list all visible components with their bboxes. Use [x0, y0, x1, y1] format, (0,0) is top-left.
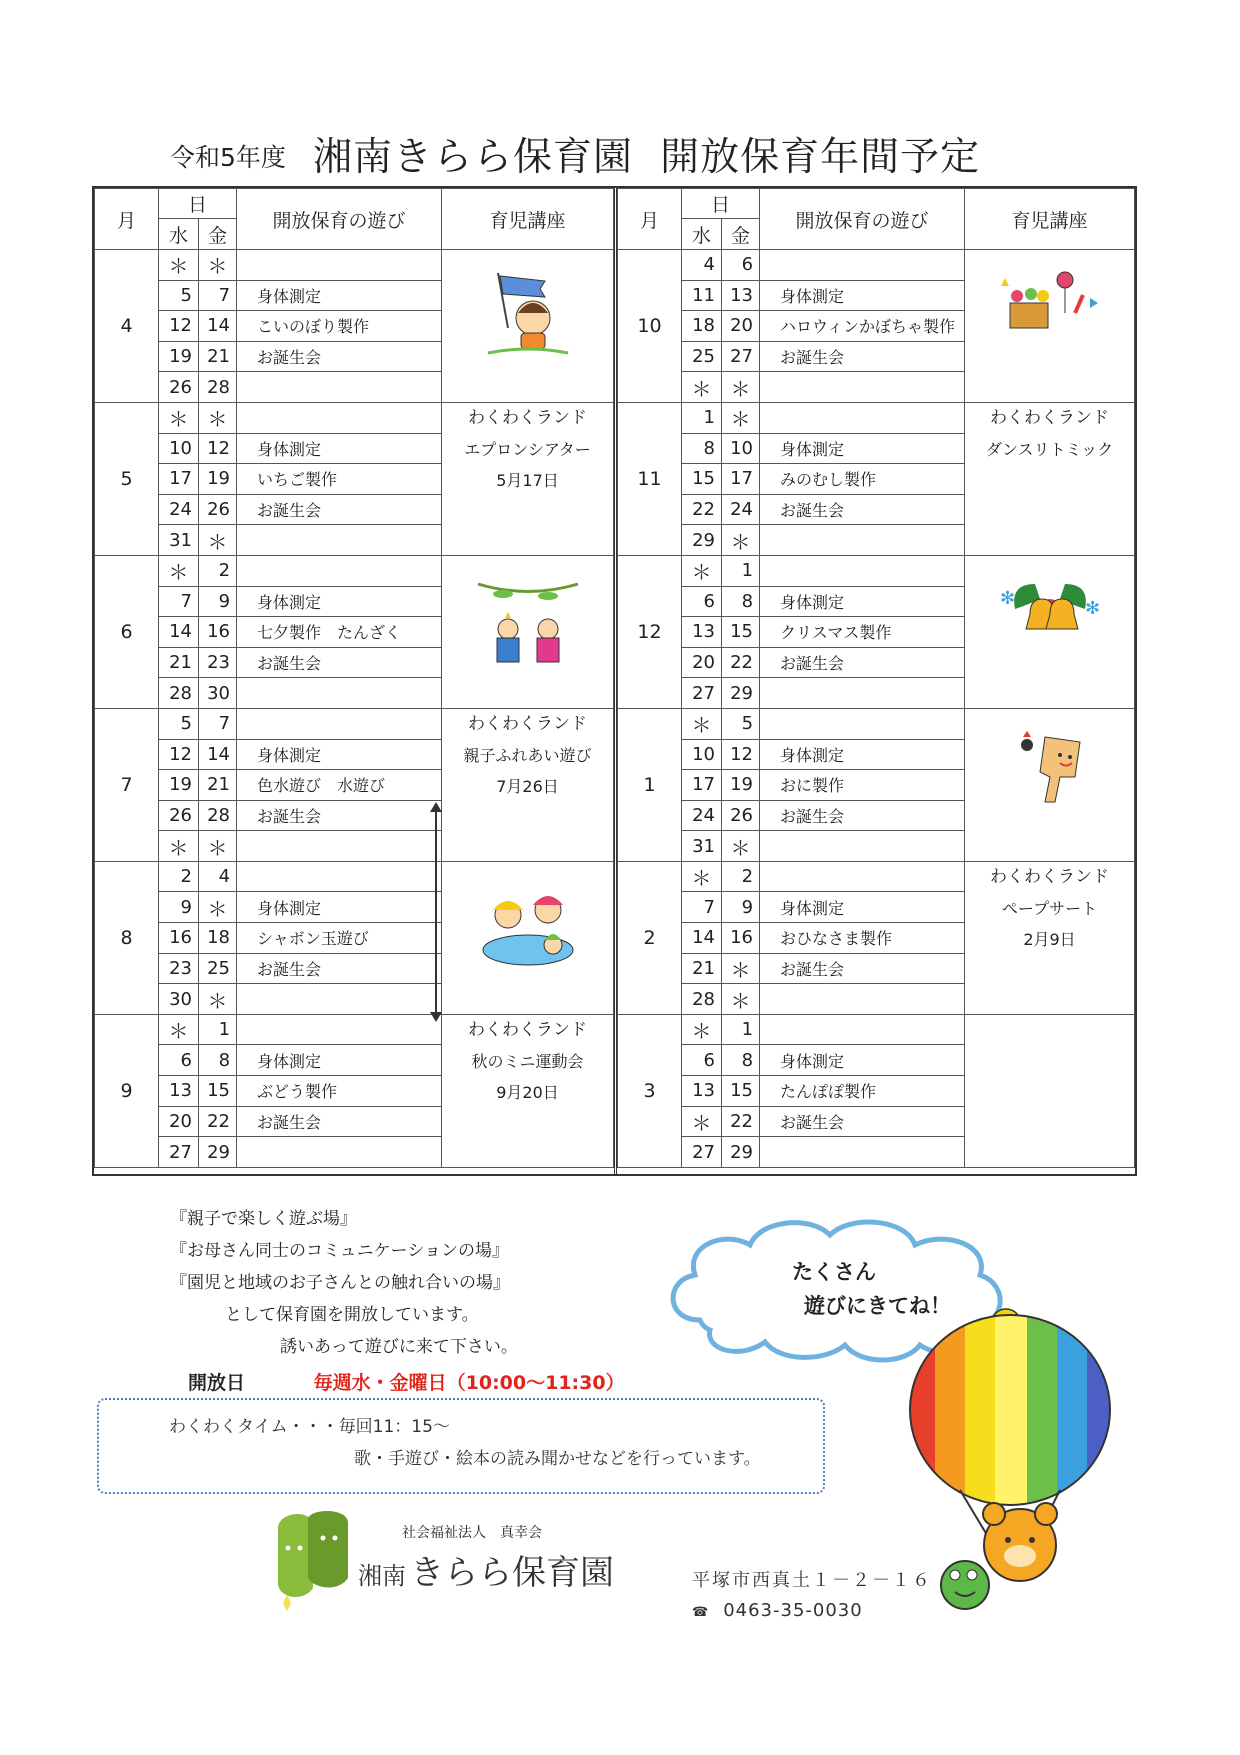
- fri-date: 1: [722, 1014, 760, 1045]
- waku-time-line: わくわくタイム・・・毎回11：15～: [169, 1417, 450, 1437]
- wed-date: 21: [159, 647, 199, 678]
- activity-cell: [760, 678, 965, 709]
- fri-date: 30: [199, 678, 237, 709]
- activity-cell: 身体測定: [760, 1045, 965, 1076]
- lecture-header: 育児講座: [965, 189, 1135, 250]
- lecture-cell: [442, 555, 614, 708]
- wed-header: 水: [159, 219, 199, 250]
- wed-date: 18: [682, 311, 722, 342]
- wed-date: ＊: [159, 831, 199, 862]
- week-row: [95, 708, 614, 739]
- activity-cell: [237, 708, 442, 739]
- month-cell: 4: [95, 250, 159, 403]
- activity-cell: [237, 1014, 442, 1045]
- activity-cell: [760, 984, 965, 1015]
- title-subject: 開放保育年間予定: [660, 135, 981, 180]
- week-row: [95, 861, 614, 892]
- activity-cell: [760, 861, 965, 892]
- wed-date: 13: [159, 1076, 199, 1107]
- fri-date: ＊: [722, 525, 760, 556]
- lecture-line: エプロンシアター: [464, 439, 591, 459]
- phone-number: 0463-35-0030: [723, 1600, 863, 1621]
- lecture-cell: [965, 708, 1135, 861]
- activity-cell: お誕生会: [237, 647, 442, 678]
- fri-date: 7: [199, 280, 237, 311]
- activity-cell: お誕生会: [237, 1106, 442, 1137]
- fri-date: 2: [199, 555, 237, 586]
- month-header: 月: [95, 189, 159, 250]
- lecture-line: 5月17日: [496, 470, 559, 490]
- fri-date: 19: [722, 770, 760, 801]
- activity-cell: 身体測定: [237, 280, 442, 311]
- cloud-line: たくさん: [792, 1260, 876, 1284]
- wed-date: 4: [682, 250, 722, 281]
- wed-date: 28: [159, 678, 199, 709]
- fri-date: 29: [722, 678, 760, 709]
- fri-date: 29: [722, 1137, 760, 1168]
- lecture-line: 7月26日: [496, 776, 559, 796]
- koinobori-boy-illustration: [478, 250, 578, 368]
- activity-cell: 身体測定: [760, 433, 965, 464]
- activity-cell: こいのぼり製作: [237, 311, 442, 342]
- activity-cell: 身体測定: [237, 586, 442, 617]
- lecture-line: 秋のミニ運動会: [471, 1051, 584, 1071]
- fri-date: 9: [722, 892, 760, 923]
- fri-date: 23: [199, 647, 237, 678]
- lecture-cell: [442, 250, 614, 403]
- activity-cell: いちご製作: [237, 464, 442, 495]
- fri-date: ＊: [199, 984, 237, 1015]
- wed-date: 27: [682, 678, 722, 709]
- fri-header: 金: [199, 219, 237, 250]
- wed-date: 8: [682, 433, 722, 464]
- wed-date: 19: [159, 770, 199, 801]
- week-row: [95, 1014, 614, 1045]
- activity-cell: 身体測定: [760, 280, 965, 311]
- address: 平塚市西真土１－２－１６: [692, 1570, 932, 1591]
- fri-date: 22: [722, 1106, 760, 1137]
- month-cell: 1: [618, 708, 682, 861]
- schedule-table: [92, 186, 1137, 1176]
- activity-cell: お誕生会: [760, 1106, 965, 1137]
- activity-cell: クリスマス製作: [760, 617, 965, 648]
- activity-cell: [760, 250, 965, 281]
- week-row: [618, 861, 1135, 892]
- christmas-bells-illustration: [995, 556, 1105, 664]
- fri-date: 21: [199, 770, 237, 801]
- fri-date: 24: [722, 494, 760, 525]
- wed-date: 12: [159, 311, 199, 342]
- wed-date: 5: [159, 280, 199, 311]
- activity-cell: [760, 1137, 965, 1168]
- fri-date: 28: [199, 372, 237, 403]
- wed-date: 28: [682, 984, 722, 1015]
- month-cell: 5: [95, 402, 159, 555]
- open-day-value: 毎週水・金曜日（10:00～11:30）: [313, 1372, 625, 1394]
- activity-cell: [237, 1137, 442, 1168]
- activity-cell: 七夕製作 たんざく: [237, 617, 442, 648]
- wed-date: 6: [682, 1045, 722, 1076]
- wed-date: ＊: [159, 1014, 199, 1045]
- wed-date: 13: [682, 617, 722, 648]
- lecture-cell: [965, 250, 1135, 403]
- wed-date: ＊: [682, 1106, 722, 1137]
- lecture-line: ダンスリトミック: [985, 439, 1114, 459]
- wed-date: 1: [682, 402, 722, 433]
- activity-cell: 身体測定: [237, 739, 442, 770]
- fri-date: 14: [199, 739, 237, 770]
- activity-cell: [760, 831, 965, 862]
- fri-date: ＊: [199, 892, 237, 923]
- activity-cell: [760, 525, 965, 556]
- activity-cell: [237, 402, 442, 433]
- fri-date: 26: [199, 494, 237, 525]
- activity-cell: お誕生会: [237, 800, 442, 831]
- school-logo: [268, 1508, 363, 1618]
- activity-cell: [237, 372, 442, 403]
- wed-date: 19: [159, 341, 199, 372]
- fri-date: ＊: [199, 250, 237, 281]
- lecture-cell: [965, 861, 1135, 1014]
- lecture-cell: [965, 555, 1135, 708]
- wed-date: 22: [682, 494, 722, 525]
- fri-date: 12: [722, 739, 760, 770]
- fri-date: 22: [722, 647, 760, 678]
- activity-cell: [237, 525, 442, 556]
- wed-date: ＊: [682, 708, 722, 739]
- wed-date: 5: [159, 708, 199, 739]
- waku-time-desc: 歌・手遊び・絵本の読み聞かせなどを行っています。: [354, 1449, 761, 1469]
- lecture-line: わくわくランド: [468, 407, 587, 428]
- week-row: [95, 250, 614, 281]
- wed-date: 31: [159, 525, 199, 556]
- lecture-cell: [442, 861, 614, 1014]
- activity-cell: [237, 984, 442, 1015]
- activity-cell: お誕生会: [237, 341, 442, 372]
- wed-date: 20: [159, 1106, 199, 1137]
- fri-date: ＊: [722, 372, 760, 403]
- wed-date: 26: [159, 800, 199, 831]
- fri-date: 16: [722, 923, 760, 954]
- day-header: 日: [682, 189, 760, 219]
- month-cell: 2: [618, 861, 682, 1014]
- waku-time-box: [97, 1398, 825, 1494]
- wed-date: 31: [682, 831, 722, 862]
- fri-date: 15: [722, 1076, 760, 1107]
- activity-cell: ぶどう製作: [237, 1076, 442, 1107]
- fri-date: 4: [199, 861, 237, 892]
- fri-date: 1: [199, 1014, 237, 1045]
- week-row: [95, 555, 614, 586]
- fri-date: 18: [199, 923, 237, 954]
- wed-date: 6: [159, 1045, 199, 1076]
- wed-date: 12: [159, 739, 199, 770]
- fri-date: 9: [199, 586, 237, 617]
- lecture-cell: [442, 402, 614, 555]
- range-arrow: [435, 804, 437, 1020]
- wed-date: 15: [682, 464, 722, 495]
- fri-date: 8: [199, 1045, 237, 1076]
- lecture-line: 親子ふれあい遊び: [463, 745, 592, 765]
- activity-cell: お誕生会: [760, 494, 965, 525]
- activity-cell: みのむし製作: [760, 464, 965, 495]
- fri-date: 21: [199, 341, 237, 372]
- activity-cell: お誕生会: [760, 341, 965, 372]
- month-header: 月: [618, 189, 682, 250]
- fri-date: 29: [199, 1137, 237, 1168]
- wed-date: 17: [682, 770, 722, 801]
- wed-date: ＊: [159, 555, 199, 586]
- activity-cell: [760, 1014, 965, 1045]
- intro-message: [170, 1203, 518, 1363]
- message-line: 『お母さん同士のコミュニケーションの場』: [170, 1241, 509, 1261]
- week-row: [618, 250, 1135, 281]
- svg-text:✻: ✻: [1084, 597, 1100, 619]
- lecture-header: 育児講座: [442, 189, 614, 250]
- month-cell: 10: [618, 250, 682, 403]
- activity-header: 開放保育の遊び: [237, 189, 442, 250]
- wed-date: 20: [682, 647, 722, 678]
- balloon-bear-illustration: [900, 1290, 1130, 1620]
- activity-cell: お誕生会: [760, 800, 965, 831]
- activity-cell: おに製作: [760, 770, 965, 801]
- week-row: [618, 708, 1135, 739]
- wed-date: 9: [159, 892, 199, 923]
- fri-date: 25: [199, 953, 237, 984]
- activity-cell: 色水遊び 水遊び: [237, 770, 442, 801]
- school-main-name: きらら保育園: [410, 1553, 614, 1593]
- wed-date: 10: [159, 433, 199, 464]
- hagoita-illustration: [1005, 709, 1095, 817]
- fri-date: 8: [722, 586, 760, 617]
- cloud-line: 遊びにきてね！: [804, 1294, 951, 1318]
- organization-name: 社会福祉法人 真幸会: [402, 1525, 542, 1541]
- activity-cell: ハロウィンかぼちゃ製作: [760, 311, 965, 342]
- lecture-cell: [442, 1014, 614, 1167]
- lecture-line: わくわくランド: [990, 866, 1109, 887]
- wed-date: ＊: [159, 402, 199, 433]
- title-school: 湘南きらら保育園: [313, 135, 634, 180]
- lecture-line: わくわくランド: [468, 1019, 587, 1040]
- activity-cell: お誕生会: [237, 953, 442, 984]
- fri-date: 28: [199, 800, 237, 831]
- day-header: 日: [159, 189, 237, 219]
- activity-cell: 身体測定: [760, 586, 965, 617]
- wed-date: 2: [159, 861, 199, 892]
- title-year: 令和5年度: [170, 143, 286, 172]
- week-row: [618, 1014, 1135, 1045]
- fri-date: 16: [199, 617, 237, 648]
- wed-date: ＊: [159, 250, 199, 281]
- fri-date: 13: [722, 280, 760, 311]
- activity-cell: [237, 250, 442, 281]
- open-day-label: 開放日: [188, 1372, 246, 1394]
- activity-cell: [760, 555, 965, 586]
- halloween-sweets-illustration: [995, 250, 1105, 348]
- wed-date: 14: [682, 923, 722, 954]
- school-prefix: 湘南: [358, 1562, 406, 1590]
- schedule-right-half: [617, 188, 1135, 1174]
- activity-cell: [760, 372, 965, 403]
- lecture-line: 2月9日: [1023, 929, 1076, 949]
- month-cell: 6: [95, 555, 159, 708]
- wed-date: 21: [682, 953, 722, 984]
- wed-date: 29: [682, 525, 722, 556]
- message-line: 『園児と地域のお子さんとの触れ合いの場』: [170, 1273, 510, 1293]
- wed-date: 30: [159, 984, 199, 1015]
- wed-date: 24: [159, 494, 199, 525]
- phone-icon: ☎: [692, 1605, 710, 1620]
- wed-date: 24: [682, 800, 722, 831]
- wed-date: 27: [159, 1137, 199, 1168]
- fri-date: 5: [722, 708, 760, 739]
- fri-date: 19: [199, 464, 237, 495]
- message-line: 誘いあって遊びに来て下さい。: [280, 1337, 518, 1357]
- fri-date: 22: [199, 1106, 237, 1137]
- wed-date: 6: [682, 586, 722, 617]
- wed-header: 水: [682, 219, 722, 250]
- wed-date: ＊: [682, 1014, 722, 1045]
- activity-cell: 身体測定: [237, 1045, 442, 1076]
- wed-date: 7: [682, 892, 722, 923]
- lecture-cell: [965, 1014, 1135, 1167]
- fri-date: ＊: [199, 525, 237, 556]
- activity-cell: [237, 555, 442, 586]
- activity-cell: 身体測定: [237, 892, 442, 923]
- lecture-line: 9月20日: [496, 1082, 559, 1102]
- wed-date: 14: [159, 617, 199, 648]
- month-cell: 12: [618, 555, 682, 708]
- activity-cell: シャボン玉遊び: [237, 923, 442, 954]
- week-row: [95, 402, 614, 433]
- fri-date: ＊: [722, 984, 760, 1015]
- schedule-grid: [94, 188, 614, 1168]
- wed-date: ＊: [682, 861, 722, 892]
- activity-cell: たんぽぽ製作: [760, 1076, 965, 1107]
- page-title: [170, 126, 1070, 182]
- activity-cell: 身体測定: [760, 892, 965, 923]
- fri-date: 27: [722, 341, 760, 372]
- lecture-line: わくわくランド: [990, 407, 1109, 428]
- month-cell: 8: [95, 861, 159, 1014]
- wed-date: ＊: [682, 555, 722, 586]
- fri-date: 10: [722, 433, 760, 464]
- wed-date: 16: [159, 923, 199, 954]
- message-line: として保育園を開放しています。: [225, 1305, 479, 1325]
- activity-cell: 身体測定: [237, 433, 442, 464]
- message-line: 『親子で楽しく遊ぶ場』: [170, 1209, 357, 1229]
- activity-header: 開放保育の遊び: [760, 189, 965, 250]
- fri-date: 15: [199, 1076, 237, 1107]
- wed-date: ＊: [682, 372, 722, 403]
- lecture-cell: [442, 708, 614, 861]
- wed-date: 10: [682, 739, 722, 770]
- wed-date: 27: [682, 1137, 722, 1168]
- fri-date: 26: [722, 800, 760, 831]
- activity-cell: [760, 402, 965, 433]
- activity-cell: [237, 831, 442, 862]
- fri-date: 2: [722, 861, 760, 892]
- month-cell: 11: [618, 402, 682, 555]
- activity-cell: おひなさま製作: [760, 923, 965, 954]
- fri-date: 20: [722, 311, 760, 342]
- fri-date: 7: [199, 708, 237, 739]
- month-cell: 3: [618, 1014, 682, 1167]
- schedule-left-half: [94, 188, 614, 1174]
- wed-date: 17: [159, 464, 199, 495]
- week-row: [618, 555, 1135, 586]
- wed-date: 23: [159, 953, 199, 984]
- open-day: [188, 1368, 625, 1395]
- fri-date: 12: [199, 433, 237, 464]
- lecture-line: ペープサート: [1001, 898, 1098, 918]
- water-play-illustration: [473, 862, 583, 990]
- month-cell: 7: [95, 708, 159, 861]
- fri-date: ＊: [722, 831, 760, 862]
- fri-date: 1: [722, 555, 760, 586]
- wed-date: 25: [682, 341, 722, 372]
- activity-cell: お誕生会: [760, 953, 965, 984]
- fri-header: 金: [722, 219, 760, 250]
- fri-date: 6: [722, 250, 760, 281]
- week-row: [618, 402, 1135, 433]
- svg-text:✻: ✻: [999, 587, 1015, 609]
- activity-cell: [237, 861, 442, 892]
- activity-cell: [237, 678, 442, 709]
- fri-date: ＊: [199, 831, 237, 862]
- telephone: [692, 1600, 863, 1621]
- fri-date: 8: [722, 1045, 760, 1076]
- lecture-line: わくわくランド: [468, 713, 587, 734]
- tanabata-illustration: [473, 556, 583, 684]
- fri-date: ＊: [199, 402, 237, 433]
- fri-date: 14: [199, 311, 237, 342]
- activity-cell: お誕生会: [237, 494, 442, 525]
- fri-date: ＊: [722, 953, 760, 984]
- activity-cell: お誕生会: [760, 647, 965, 678]
- schedule-grid: [617, 188, 1135, 1168]
- school-name: [358, 1545, 614, 1594]
- lecture-cell: [965, 402, 1135, 555]
- wed-date: 13: [682, 1076, 722, 1107]
- activity-cell: [760, 708, 965, 739]
- fri-date: 15: [722, 617, 760, 648]
- wed-date: 26: [159, 372, 199, 403]
- fri-date: 17: [722, 464, 760, 495]
- activity-cell: 身体測定: [760, 739, 965, 770]
- wed-date: 7: [159, 586, 199, 617]
- wed-date: 11: [682, 280, 722, 311]
- fri-date: ＊: [722, 402, 760, 433]
- month-cell: 9: [95, 1014, 159, 1167]
